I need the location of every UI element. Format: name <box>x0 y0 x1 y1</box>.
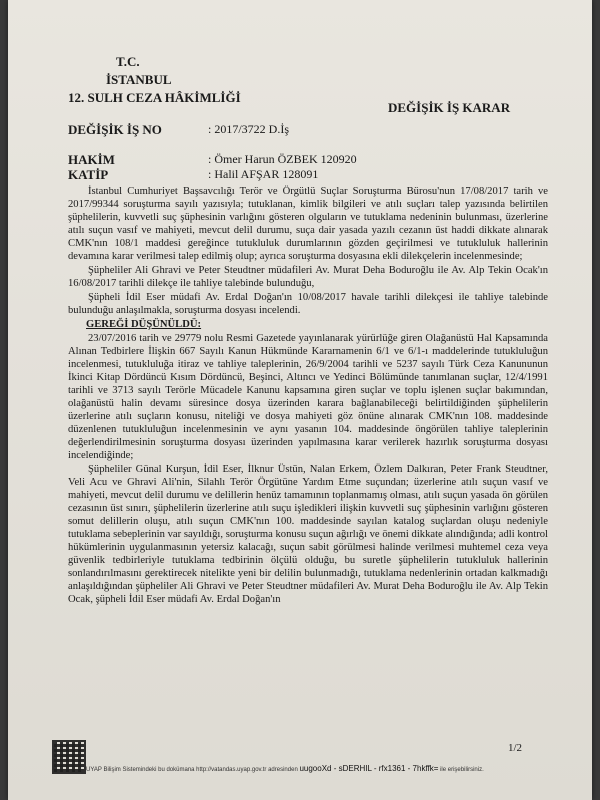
footer <box>86 764 536 773</box>
clerk-row <box>68 167 319 183</box>
case-number-label: DEĞİŞİK İŞ NO <box>68 122 162 137</box>
page-number: 1/2 <box>508 742 523 754</box>
clerk-value: : Halil AFŞAR 128091 <box>208 167 319 181</box>
case-number-value: : 2017/3722 D.İş <box>208 122 289 136</box>
paragraph-legal-basis: 23/07/2016 tarih ve 29779 nolu Resmi Gazetede yayınlanarak yürürlüğe giren Olağanüstü Hal Kapsamında Alınan Tedbirlere İlişkin 667 Sayılı Kanun Hükmünde Kararnamenin 6/1 ve 6/1-ı maddelerinde tutukluluğun incelenmesi, tutukluluğa itiraz ve tahliye taleplerinin, 26/9/2004 tarihli ve 5237 sayılı Türk Ceza Kanununun İkinci Kitap Dördüncü Kısım Dördüncü, Beşinci, Altıncı ve Yedinci Bölümünde tanımlanan suçlar, 12/4/1991 tarihli ve 3713 sayılı Terörle Mücadele Kanunu kapsamına giren suçlar ve toplu işlenen suçlar bakımından, olağanüstü halin devamı süresince dosya üzerinden karara bağlanabileceği belirtildiğinden şüphelilerin üzerlerine atılı suçların konusu, niteliği ve dosya mahiyeti göz önüne alınarak CMK'nın 108. maddesinde düzenlenen tutukluluğun incelenmesinin ve aynı yasanın 104. maddesinde öngörülen tahliye taleplerinin değerlendirilmesinin soruşturma dosyası üzerinden yapılmasına karar verilerek hazırlık soruşturma dosyası incelendiğinde; <box>68 333 548 461</box>
footer-text: UYAP Bilişim Sistemindeki bu dokümana http://vatandas.uyap.gov.tr adresinden <box>86 767 298 773</box>
judge-label: HAKİM <box>68 152 115 167</box>
case-number-row <box>68 122 289 138</box>
judge-value: : Ömer Harun ÖZBEK 120920 <box>208 152 357 166</box>
header-city: İSTANBUL <box>106 72 172 87</box>
footer-tail: ile erişebilirsiniz. <box>440 767 484 773</box>
footer-code: uugooXd - sDERHIL - rfx1361 - 7hkffk= <box>299 764 439 773</box>
judge-row <box>68 152 357 168</box>
qr-code <box>52 740 86 774</box>
paragraph-petition-2: Şüpheli İdil Eser müdafi Av. Erdal Doğan'ın 10/08/2017 havale tarihli dilekçesi ile tahliye talebinde bulunduğu anlaşılmakla, soruşturma dosyası incelendi. <box>68 292 548 316</box>
section-heading: GEREĞİ DÜŞÜNÜLDÜ: <box>86 319 202 330</box>
paragraph-petition-1: Şüpheliler Ali Ghravi ve Peter Steudtner müdafileri Av. Murat Deha Boduroğlu ile Av. Alp Tekin Ocak'ın 16/08/2017 tarihli dilekçe ile tahliye talebinde bulunduğu, <box>68 265 548 289</box>
document-body <box>68 185 548 607</box>
paragraph-intro: İstanbul Cumhuriyet Başsavcılığı Terör ve Örgütlü Suçlar Soruşturma Bürosu'nun 17/08/2017 tarih ve 2017/99344 soruşturma sayılı yazısıyla; tutuklanan, kimlik bilgileri ve atılı suçları talep yazısında belirtilen şüphelilerin, kuvvetli suç şüphesinin varlığını gösteren olguların ve tutuklama nedeninin bulunması, üzerlerine atılı suçun vasıf ve mahiyeti, mevcut delil durumu, suça dair yasada yazılı cezanın üst haddi dikkate alınarak CMK'nın 108/1 maddesi gereğince tutukluluk durumlarının gözden geçirilmesi ve tutukluluk hallerinin devamına karar verilmesi talep edilmiş olup; ayrıca soruşturma dosyasına ekli dilekçelerin incelenmesinde; <box>68 186 548 262</box>
clerk-label: KATİP <box>68 167 109 182</box>
document-page <box>8 0 592 800</box>
header-tc: T.C. <box>116 54 140 69</box>
paragraph-suspects: Şüpheliler Günal Kurşun, İdil Eser, İlknur Üstün, Nalan Erkem, Özlem Dalkıran, Peter Frank Steudtner, Veli Acu ve Ghravi Ali'nin, Silahlı Terör Örgütüne Yardım Etme suçundan; üzerlerine atılı suçun vasıf ve mahiyeti, mevcut delil durumu ve delillerin henüz tamamının toplanmamış olması, atılı suçun yasada ön görülen cezasının üst sınırı, şüphelilerin üzerlerine atılı suçu işledikleri ilişkin kuvvetli suç şüphesinin varlığını gösteren somut delillerin oluşu, atılı suçun CMK'nın 100. maddesinde sayılan katalog suçlardan oluşu nedeniyle tutuklama sebeplerinin var sayıldığı, soruşturma konusu suçun ağırlığı ve önemi dikkate alındığında; adli kontrol hükümlerinin uygulanmasının yetersiz kalacağı, suçun sabit görülmesi halinde verilmesi muhtemel ceza veya güvenlik tedbirleriyle tutuklama tedbirinin ölçülü olduğu, bu suretle şüphelilerin tutukluluk hallerinin sonlandırılmasını gerektirecek nitelikte yeni bir delilin bulunmadığı, tutuklama nedenlerinin ortadan kalkmadığı anlaşıldığından şüpheliler Ali Ghravi ve Peter Steudtner müdafileri Av. Murat Deha Boduroğlu ile Av. Alp Tekin Ocak, şüpheli İdil Eser müdafi Av. Erdal Doğan'ın <box>68 464 548 605</box>
header-court: 12. SULH CEZA HÂKİMLİĞİ <box>68 90 241 105</box>
decision-title: DEĞİŞİK İŞ KARAR <box>388 100 511 115</box>
